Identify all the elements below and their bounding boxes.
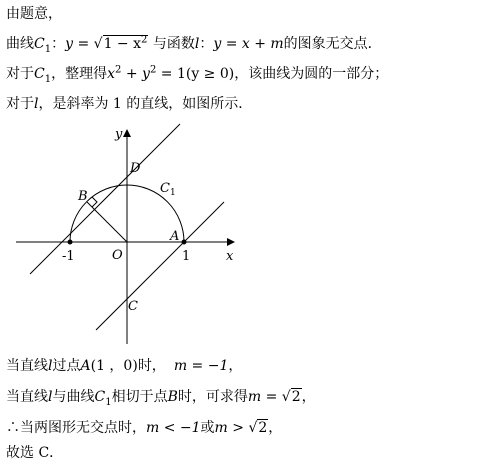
text-line-6 bbox=[6, 387, 316, 407]
geometry-figure bbox=[0, 118, 484, 348]
var-y: y bbox=[142, 66, 150, 82]
line-name: l bbox=[48, 389, 53, 405]
text-line-7 bbox=[6, 418, 282, 438]
text: ，该曲线为圆的一部分； bbox=[234, 66, 389, 82]
subscript: 1 bbox=[44, 73, 52, 85]
text-line-4 bbox=[6, 94, 252, 114]
line-through-a bbox=[96, 202, 224, 330]
tangent-line bbox=[30, 124, 180, 274]
subscript: 1 bbox=[105, 396, 112, 408]
label-point-c: C bbox=[128, 299, 138, 314]
sqrt-sign: √ bbox=[248, 420, 258, 436]
text: + bbox=[121, 66, 143, 82]
text: 当直线 bbox=[6, 389, 48, 405]
text: 的图象无交点． bbox=[283, 36, 382, 52]
text-line-8 bbox=[6, 443, 63, 463]
text: 过点 bbox=[52, 358, 81, 374]
radius-ob bbox=[87, 202, 127, 242]
text: = bbox=[73, 36, 94, 52]
text: 与函数 bbox=[148, 36, 195, 52]
label-neg1: -1 bbox=[62, 249, 75, 264]
inequality: m > bbox=[214, 420, 249, 436]
superscript: 2 bbox=[149, 64, 157, 76]
curve-name: C bbox=[94, 389, 106, 405]
sqrt-sign: √ bbox=[281, 389, 291, 405]
curve-name: C bbox=[34, 36, 45, 52]
superscript: 2 bbox=[141, 34, 148, 46]
radicand: 2 bbox=[258, 420, 268, 436]
text: 时， bbox=[137, 358, 166, 374]
text: 对于 bbox=[6, 96, 34, 112]
equation: m = bbox=[247, 389, 282, 405]
point-a bbox=[182, 240, 187, 245]
equation-rest: = 1(y ≥ 0) bbox=[156, 66, 235, 82]
label-x: x bbox=[226, 249, 234, 264]
label-one: 1 bbox=[182, 249, 191, 264]
superscript: 2 bbox=[115, 64, 122, 76]
text-line-3 bbox=[6, 64, 388, 84]
coordinate: (1 ，0) bbox=[90, 358, 138, 374]
inequality: m < −1 bbox=[146, 420, 201, 436]
curve-c1-sub: 1 bbox=[169, 188, 176, 198]
point-neg1 bbox=[68, 240, 73, 245]
subscript: 1 bbox=[44, 43, 52, 55]
text: 与曲线 bbox=[52, 389, 95, 405]
text: 或 bbox=[200, 420, 215, 436]
text: ，整理得 bbox=[51, 66, 108, 82]
line-name: l bbox=[34, 96, 39, 112]
curve-name: C bbox=[34, 66, 45, 82]
equation: m = −1 bbox=[173, 358, 229, 374]
var-x: x bbox=[107, 66, 115, 82]
text: 对于 bbox=[6, 66, 34, 82]
label-y: y bbox=[115, 127, 123, 142]
label-point-a: A bbox=[170, 229, 180, 244]
text: ∴当两图形无交点时， bbox=[6, 420, 146, 436]
text: ： bbox=[51, 36, 66, 52]
curve-c1-main: C bbox=[160, 181, 170, 196]
answer: 故选 C． bbox=[6, 445, 64, 461]
radicand: 2 bbox=[291, 389, 301, 405]
text-line-1 bbox=[6, 4, 62, 24]
label-point-d: D bbox=[130, 161, 141, 176]
line-name: l bbox=[48, 358, 53, 374]
var-y: y bbox=[65, 36, 74, 52]
text: ， bbox=[228, 358, 243, 374]
radicand bbox=[103, 35, 149, 52]
radicand-text: 1 − x bbox=[103, 36, 142, 52]
text: ，是斜率为 1 的直线，如图所示． bbox=[38, 96, 253, 112]
label-curve-c1 bbox=[160, 181, 176, 198]
intro-text: 由题意， bbox=[6, 6, 62, 22]
text: ， bbox=[301, 389, 316, 405]
sqrt-sign: √ bbox=[93, 36, 103, 52]
right-angle-mark bbox=[92, 197, 97, 207]
function-expr: y = x + m bbox=[213, 36, 284, 52]
text: 相切于点 bbox=[111, 389, 168, 405]
text: ， bbox=[268, 420, 283, 436]
text: 曲线 bbox=[6, 36, 34, 52]
text: 当直线 bbox=[6, 358, 48, 374]
label-origin: O bbox=[112, 248, 123, 263]
point-name: B bbox=[167, 389, 178, 405]
label-point-b: B bbox=[78, 189, 88, 204]
text: 时，可求得 bbox=[177, 389, 248, 405]
line-name: l bbox=[194, 36, 200, 52]
text: ： bbox=[199, 36, 214, 52]
point-name: A bbox=[80, 358, 91, 374]
text-line-5 bbox=[6, 356, 242, 376]
text-line-2 bbox=[6, 34, 382, 54]
